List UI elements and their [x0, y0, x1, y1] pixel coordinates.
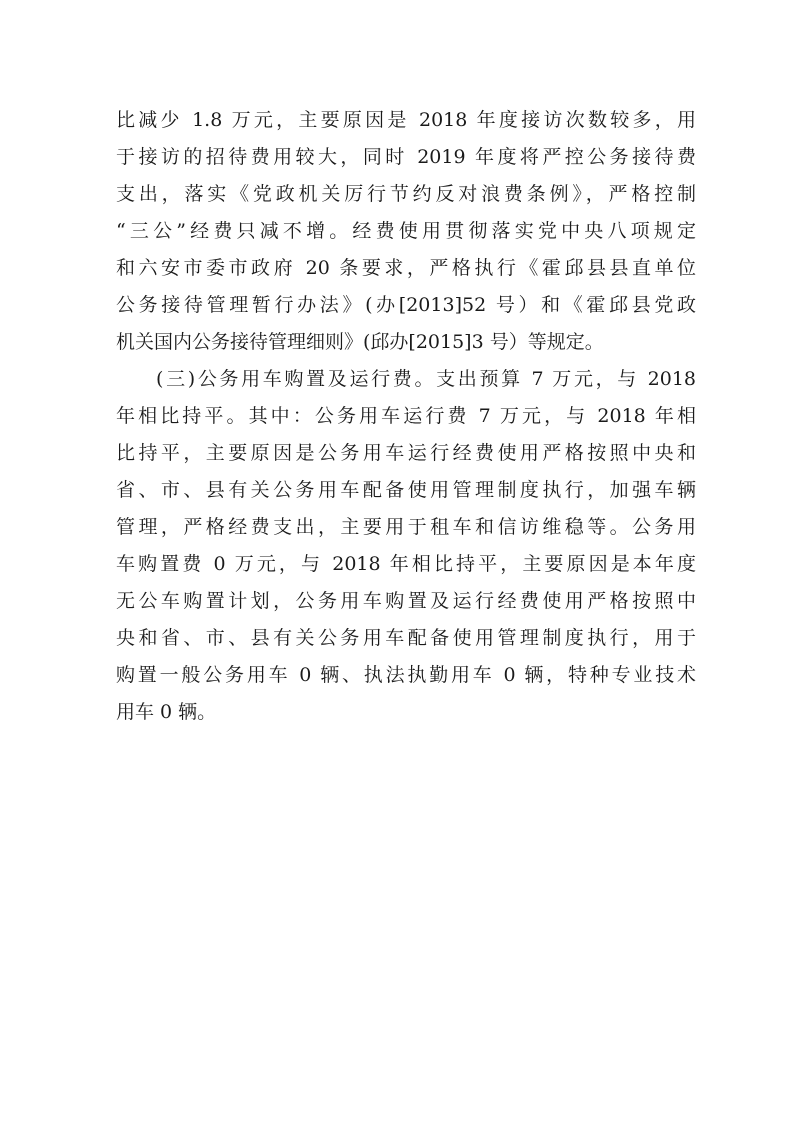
text-line: 央和省、市、县有关公务用车配备使用管理制度执行，用于: [116, 627, 696, 649]
text-line: 支出，落实《党政机关厉行节约反对浪费条例》，严格控制: [116, 183, 696, 205]
text-line: 公务接待管理暂行办法》(办[2013]52 号）和《霍邱县党政: [116, 294, 696, 316]
text-line: 省、市、县有关公务用车配备使用管理制度执行，加强车辆: [116, 479, 696, 501]
section-heading-line: (三)公务用车购置及运行费。支出预算 7 万元，与 2018: [156, 368, 696, 390]
text-line: “三公”经费只减不增。经费使用贯彻落实党中央八项规定: [116, 220, 696, 242]
text-line: 于接访的招待费用较大，同时 2019 年度将严控公务接待费: [116, 146, 696, 168]
paragraph-reception-expenses: [116, 102, 696, 361]
text-line: 比持平，主要原因是公务用车运行经费使用严格按照中央和: [116, 442, 696, 464]
text-line: 和六安市委市政府 20 条要求，严格执行《霍邱县县直单位: [116, 257, 696, 279]
text-line: 购置一般公务用车 0 辆、执法执勤用车 0 辆，特种专业技术: [116, 664, 696, 686]
paragraph-vehicle-expenses: [116, 361, 696, 731]
text-line: 用车 0 辆。: [116, 701, 217, 723]
document-body: [116, 102, 696, 731]
text-line: 无公车购置计划，公务用车购置及运行经费使用严格按照中: [116, 590, 696, 612]
text-line: 车购置费 0 万元，与 2018 年相比持平，主要原因是本年度: [116, 553, 696, 575]
text-line: 年相比持平。其中：公务用车运行费 7 万元，与 2018 年相: [116, 405, 696, 427]
text-line: 管理，严格经费支出，主要用于租车和信访维稳等。公务用: [116, 516, 696, 538]
text-line: 比减少 1.8 万元，主要原因是 2018 年度接访次数较多，用: [116, 109, 696, 131]
text-line: 机关国内公务接待管理细则》(邱办[2015]3 号）等规定。: [116, 331, 604, 353]
